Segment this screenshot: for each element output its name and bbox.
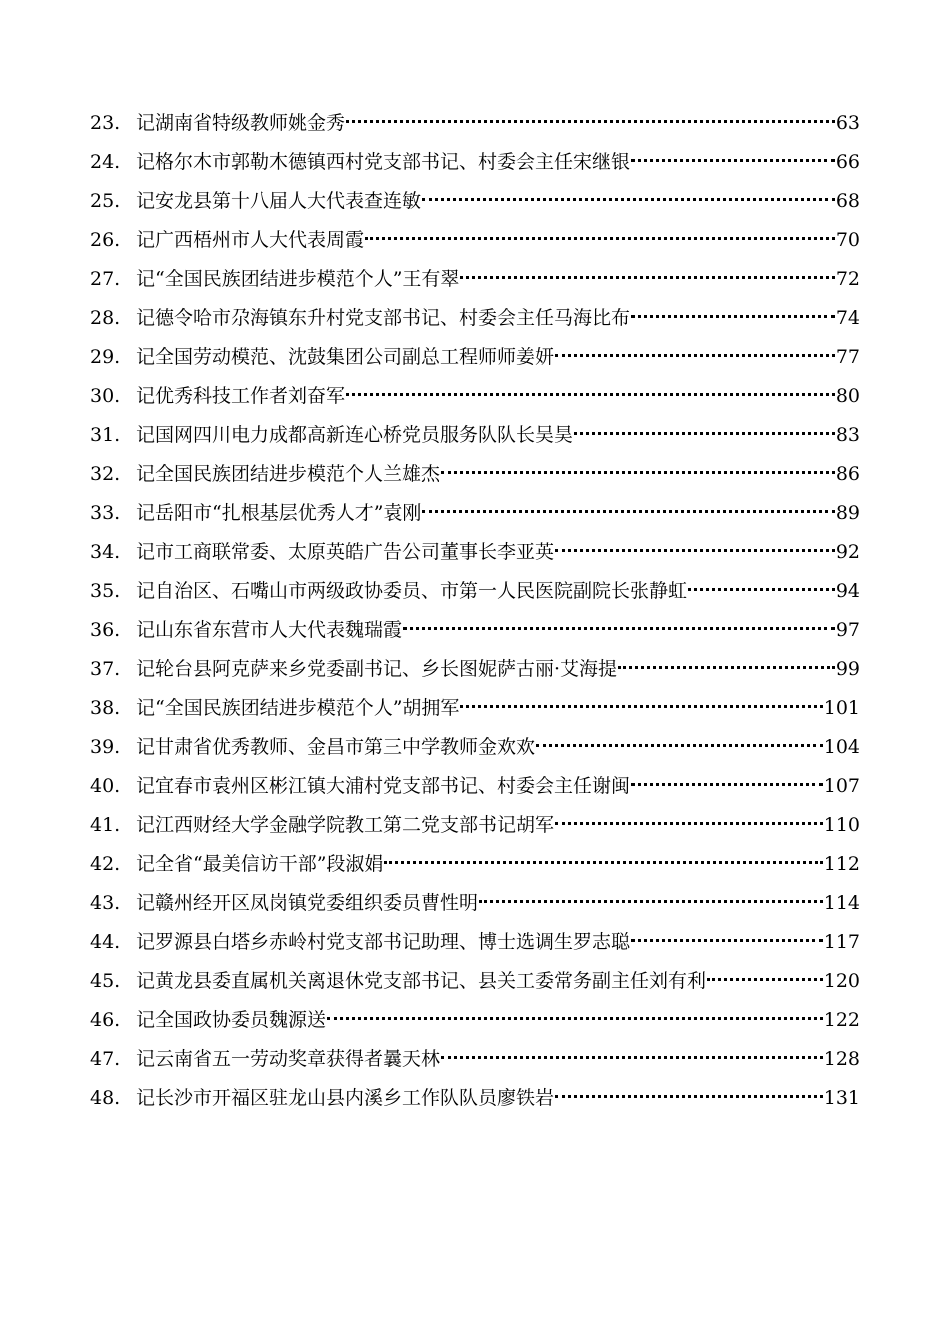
toc-entry[interactable] xyxy=(90,884,860,923)
toc-entry[interactable] xyxy=(90,221,860,260)
toc-entry-page: 110 xyxy=(823,814,860,836)
toc-entry[interactable] xyxy=(90,767,860,806)
toc-dot-leader xyxy=(688,587,835,591)
toc-entry-number: 45. xyxy=(90,970,121,992)
toc-entry-title: 记安龙县第十八届人大代表查连敏 xyxy=(136,190,422,212)
toc-entry-page: 117 xyxy=(823,931,860,953)
toc-entry[interactable] xyxy=(90,962,860,1001)
toc-entry[interactable] xyxy=(90,182,860,221)
toc-dot-leader xyxy=(555,821,823,825)
toc-entry-title: 记全国政协委员魏源送 xyxy=(136,1009,327,1031)
toc-dot-leader xyxy=(422,509,834,513)
toc-entry-page: 80 xyxy=(835,385,860,407)
toc-entry-page: 74 xyxy=(835,307,860,329)
toc-entry-number: 27. xyxy=(90,268,121,290)
toc-dot-leader xyxy=(555,548,835,552)
toc-entry-number: 46. xyxy=(90,1009,121,1031)
toc-entry-page: 131 xyxy=(823,1087,860,1109)
table-of-contents xyxy=(90,104,860,1118)
toc-dot-leader xyxy=(460,704,822,708)
toc-entry[interactable] xyxy=(90,1040,860,1079)
toc-entry-title: 记国网四川电力成都高新连心桥党员服务队队长吴昊 xyxy=(136,424,574,446)
toc-entry-page: 89 xyxy=(835,502,860,524)
toc-entry-title: 记岳阳市“扎根基层优秀人才”袁刚 xyxy=(136,502,422,524)
toc-entry-page: 92 xyxy=(835,541,860,563)
toc-entry-page: 72 xyxy=(835,268,860,290)
toc-entry[interactable] xyxy=(90,377,860,416)
toc-entry-page: 101 xyxy=(823,697,860,719)
toc-entry-number: 40. xyxy=(90,775,121,797)
toc-entry-number: 37. xyxy=(90,658,121,680)
toc-entry-number: 23. xyxy=(90,112,121,134)
toc-entry-number: 24. xyxy=(90,151,121,173)
toc-entry-page: 97 xyxy=(835,619,860,641)
toc-dot-leader xyxy=(631,158,835,162)
toc-entry-page: 114 xyxy=(823,892,860,914)
toc-entry-number: 38. xyxy=(90,697,121,719)
toc-entry-number: 48. xyxy=(90,1087,121,1109)
toc-dot-leader xyxy=(555,1094,823,1098)
toc-entry[interactable] xyxy=(90,299,860,338)
toc-entry-title: 记格尔木市郭勒木德镇西村党支部书记、村委会主任宋继银 xyxy=(136,151,631,173)
toc-dot-leader xyxy=(422,197,835,201)
toc-entry-title: 记广西梧州市人大代表周霞 xyxy=(136,229,365,251)
toc-entry-page: 99 xyxy=(835,658,860,680)
toc-entry[interactable] xyxy=(90,572,860,611)
toc-entry-page: 120 xyxy=(823,970,860,992)
toc-dot-leader xyxy=(631,938,823,942)
toc-entry-title: 记甘肃省优秀教师、金昌市第三中学教师金欢欢 xyxy=(136,736,536,758)
toc-entry-page: 63 xyxy=(835,112,860,134)
toc-dot-leader xyxy=(631,314,835,318)
toc-entry-title: 记德令哈市尕海镇东升村党支部书记、村委会主任马海比布 xyxy=(136,307,631,329)
toc-dot-leader xyxy=(327,1016,823,1020)
toc-dot-leader xyxy=(441,1055,823,1059)
toc-entry[interactable] xyxy=(90,143,860,182)
toc-dot-leader xyxy=(618,665,835,669)
toc-dot-leader xyxy=(536,743,823,747)
toc-entry-page: 94 xyxy=(835,580,860,602)
toc-entry-number: 39. xyxy=(90,736,121,758)
toc-entry-title: 记云南省五一劳动奖章获得者曩天林 xyxy=(136,1048,441,1070)
toc-entry-number: 41. xyxy=(90,814,121,836)
toc-entry-number: 43. xyxy=(90,892,121,914)
toc-entry[interactable] xyxy=(90,845,860,884)
toc-entry-title: 记市工商联常委、太原英皓广告公司董事长李亚英 xyxy=(136,541,555,563)
toc-dot-leader xyxy=(707,977,823,981)
toc-entry[interactable] xyxy=(90,1079,860,1118)
toc-dot-leader xyxy=(555,353,835,357)
toc-dot-leader xyxy=(384,860,822,864)
toc-entry-page: 104 xyxy=(823,736,860,758)
toc-entry-title: 记长沙市开福区驻龙山县内溪乡工作队队员廖铁岩 xyxy=(136,1087,555,1109)
toc-entry-number: 33. xyxy=(90,502,121,524)
toc-entry-page: 77 xyxy=(835,346,860,368)
toc-entry[interactable] xyxy=(90,260,860,299)
toc-entry-number: 26. xyxy=(90,229,121,251)
toc-entry-title: 记全国民族团结进步模范个人兰雄杰 xyxy=(136,463,441,485)
toc-entry-title: 记江西财经大学金融学院教工第二党支部书记胡军 xyxy=(136,814,555,836)
toc-dot-leader xyxy=(346,392,835,396)
toc-entry[interactable] xyxy=(90,494,860,533)
toc-entry-page: 83 xyxy=(835,424,860,446)
toc-entry-title: 记“全国民族团结进步模范个人”胡拥军 xyxy=(136,697,460,719)
toc-entry[interactable] xyxy=(90,923,860,962)
toc-entry-number: 25. xyxy=(90,190,121,212)
toc-entry-number: 31. xyxy=(90,424,121,446)
toc-entry[interactable] xyxy=(90,338,860,377)
toc-entry-title: 记全国劳动模范、沈鼓集团公司副总工程师师姜妍 xyxy=(136,346,555,368)
toc-entry-number: 47. xyxy=(90,1048,121,1070)
toc-entry[interactable] xyxy=(90,611,860,650)
toc-entry-title: 记山东省东营市人大代表魏瑞霞 xyxy=(136,619,403,641)
toc-entry-number: 35. xyxy=(90,580,121,602)
toc-dot-leader xyxy=(403,626,835,630)
toc-entry-number: 29. xyxy=(90,346,121,368)
toc-dot-leader xyxy=(631,782,823,786)
toc-dot-leader xyxy=(460,275,834,279)
toc-entry[interactable] xyxy=(90,416,860,455)
toc-entry-title: 记轮台县阿克萨来乡党委副书记、乡长图妮萨古丽·艾海提 xyxy=(136,658,618,680)
toc-dot-leader xyxy=(574,431,835,435)
toc-entry-number: 44. xyxy=(90,931,121,953)
toc-entry[interactable] xyxy=(90,689,860,728)
toc-entry-number: 36. xyxy=(90,619,121,641)
toc-entry[interactable] xyxy=(90,806,860,845)
toc-entry-title: 记赣州经开区凤岗镇党委组织委员曹性明 xyxy=(136,892,479,914)
toc-entry-page: 128 xyxy=(823,1048,860,1070)
toc-entry-page: 66 xyxy=(835,151,860,173)
toc-entry[interactable] xyxy=(90,533,860,572)
toc-dot-leader xyxy=(479,899,823,903)
toc-entry-page: 70 xyxy=(835,229,860,251)
toc-entry-number: 42. xyxy=(90,853,121,875)
toc-entry-number: 30. xyxy=(90,385,121,407)
toc-entry[interactable] xyxy=(90,728,860,767)
toc-dot-leader xyxy=(346,119,835,123)
toc-entry[interactable] xyxy=(90,104,860,143)
toc-entry[interactable] xyxy=(90,455,860,494)
toc-entry-page: 107 xyxy=(823,775,860,797)
toc-entry-title: 记全省“最美信访干部”段淑娟 xyxy=(136,853,384,875)
toc-entry-title: 记罗源县白塔乡赤岭村党支部书记助理、博士选调生罗志聪 xyxy=(136,931,631,953)
toc-entry[interactable] xyxy=(90,1001,860,1040)
toc-entry-number: 32. xyxy=(90,463,121,485)
toc-entry-number: 34. xyxy=(90,541,121,563)
toc-entry-page: 86 xyxy=(835,463,860,485)
toc-entry-number: 28. xyxy=(90,307,121,329)
toc-entry-title: 记优秀科技工作者刘奋军 xyxy=(136,385,346,407)
toc-entry-title: 记宜春市袁州区彬江镇大浦村党支部书记、村委会主任谢闽 xyxy=(136,775,631,797)
toc-entry[interactable] xyxy=(90,650,860,689)
toc-dot-leader xyxy=(441,470,835,474)
toc-dot-leader xyxy=(365,236,835,240)
toc-entry-title: 记“全国民族团结进步模范个人”王有翠 xyxy=(136,268,460,290)
toc-entry-page: 112 xyxy=(823,853,860,875)
toc-entry-page: 122 xyxy=(823,1009,860,1031)
toc-entry-title: 记湖南省特级教师姚金秀 xyxy=(136,112,346,134)
toc-entry-title: 记自治区、石嘴山市两级政协委员、市第一人民医院副院长张静虹 xyxy=(136,580,688,602)
toc-entry-title: 记黄龙县委直属机关离退休党支部书记、县关工委常务副主任刘有利 xyxy=(136,970,707,992)
toc-entry-page: 68 xyxy=(835,190,860,212)
